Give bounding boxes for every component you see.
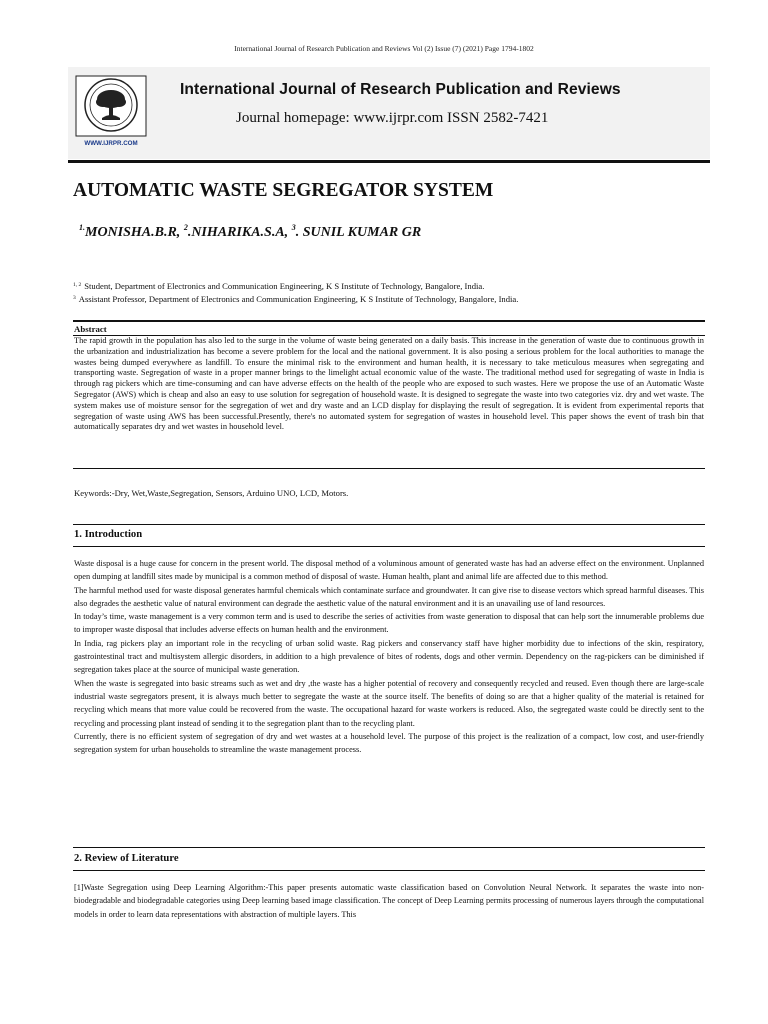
- journal-name: International Journal of Research Publication and Reviews: [180, 81, 621, 98]
- literature-body: [74, 881, 704, 921]
- masthead-rule: [68, 160, 710, 163]
- author-1: MONISHA.B.R,: [85, 225, 184, 240]
- introduction-body: [74, 557, 704, 756]
- intro-top-rule: [73, 524, 705, 525]
- affiliation-1-text: Student, Department of Electronics and Communication Engineering, K S Institute of Technology, Bangalore, India.: [84, 281, 485, 291]
- paper-title: AUTOMATIC WASTE SEGREGATOR SYSTEM: [73, 180, 494, 201]
- intro-paragraph: The harmful method used for waste disposal generates harmful chemicals which contaminate surface and groundwater. It can give rise to disease vectors which spread harmful diseases. This also degrades the aesthetic value of natural environment can degrade the aesthetic value of the natural environment and it is an unavailing use of land resources.: [74, 585, 704, 608]
- author-list: [79, 223, 421, 241]
- intro-paragraph: In India, rag pickers play an important role in the recycling of urban solid waste. Rag pickers and conservancy staff have higher morbidity due to infections of the skin, respiratory, gastrointestinal tract and multisystem allergic disorders, in addition to a high prevalence of bites of rodents, dogs and other vermin. Dependency on the rag-pickers can be diminished if segregation takes place at the source of municipal waste generation.: [74, 638, 704, 675]
- author-1-mark: 1.: [79, 223, 85, 232]
- section-heading-introduction: 1. Introduction: [74, 529, 143, 540]
- abstract-body: The rapid growth in the population has also led to the surge in the volume of waste being generated on a daily basis. This increase in the generation of waste due to continuous growth in the urbanization and industrialization has become a severe problem for the local and the national government. It is also posing a serious problem for the local authorities to manage the wastes being dumped everywhere as landfill. To ensure the minimal risk to the environment and human health, it is necessary to take meticulous measures when segregating and transporting waste. Segregation of waste in a proper manner brings to the limelight actual economic value of the waste. The traditional method used for segregating of waste in India is through rag pickers which are time-consuming and can have adverse effects on the health of the people who are exposed to such wastes. Here we propose the use of an Automatic Waste Segregator (AWS) which is cheap and also an easy to use solution for segregation of household waste. It is designed to segregate the waste into two categories viz. dry and wet waste. The system makes use of moisture sensor for the segregation of wet and dry waste and an LCD display for displaying the result of segregation. It is evident from experimental reports that segregation of waste using AWS has been successful.Presently, there's no automated system for segregation of wastes in household level. This paper shows the event of trash bin that automatically separates dry and wet wastes in household level.: [74, 336, 704, 432]
- journal-homepage: Journal homepage: www.ijrpr.com ISSN 2582-7421: [236, 110, 549, 126]
- author-2-mark: 2: [183, 223, 188, 232]
- author-3: . SUNIL KUMAR GR: [295, 225, 422, 240]
- section-heading-literature: 2. Review of Literature: [74, 853, 179, 864]
- abstract-heading: Abstract: [74, 324, 107, 334]
- intro-paragraph: When the waste is segregated into basic streams such as wet and dry ,the waste has a higher potential of recovery and consequently recycled and reused. Even though there are large-scale industrial waste segregators present, it is always much better to segregate the waste at the source itself. The benefits of doing so are that a higher quality of the material is retained for recycling which means that more value could be recovered from the waste. The occupational hazard for waste workers is reduced. Also, the segregated waste could be directly sent to the recycling and processing plant instead of sending it to the segregation plant than to the recycling plant.: [74, 678, 704, 728]
- intro-paragraph: Waste disposal is a huge cause for concern in the present world. The disposal method of a voluminous amount of generated waste has had an adverse effect on the environment. Unplanned open dumping at landfill sites made by municipal is a common method of disposal of waste. Human health, plant and animal life are affected due to this method.: [74, 559, 704, 582]
- literature-paragraph: [1]Waste Segregation using Deep Learning Algorithm:-This paper presents automatic waste classification based on Convolution Neural Network. It separates the waste into non-biodegradable and biodegradable categories using Deep learning based image classification. The concept of Deep Learning permits processing of numerous layers through the computational models in order to learn data representations with abstraction of multiple layers. This: [74, 883, 704, 919]
- intro-paragraph: In today’s time, waste management is a very common term and is used to describe the series of activities from waste generation to disposal that can help sort the innumerable problems due to improper waste disposal that includes adverse effects on human health and the environment.: [74, 612, 704, 635]
- author-3-mark: 3: [291, 223, 296, 232]
- running-head: International Journal of Research Publication and Reviews Vol (2) Issue (7) (2021) Page 1794-1802: [234, 44, 534, 53]
- affiliation-2-mark: 3: [73, 295, 76, 301]
- affiliation-2-text: Assistant Professor, Department of Electronics and Communication Engineering, K S Institute of Technology, Bangalore, India.: [78, 294, 519, 304]
- affiliation-1: [73, 281, 484, 291]
- journal-masthead: [68, 67, 710, 159]
- affiliation-2: [73, 294, 518, 304]
- author-2: .NIHARIKA.S.A,: [187, 225, 292, 240]
- intro-heading-rule: [73, 546, 705, 547]
- affiliation-1-mark: 1, 2: [73, 282, 82, 288]
- intro-paragraph: Currently, there is no efficient system of segregation of dry and wet wastes at a household level. The purpose of this project is the realization of a compact, low cost, and user-friendly segregation system for urban households to streamline the waste management process.: [74, 731, 704, 755]
- keywords: Keywords:-Dry, Wet,Waste,Segregation, Sensors, Arduino UNO, LCD, Motors.: [74, 488, 349, 498]
- literature-heading-rule: [73, 870, 705, 871]
- abstract-top-rule: [73, 320, 705, 322]
- journal-logo: [75, 75, 147, 147]
- literature-top-rule: [73, 847, 705, 848]
- abstract-bottom-rule: [73, 468, 705, 469]
- svg-text:WWW.IJRPR.COM: WWW.IJRPR.COM: [84, 140, 138, 147]
